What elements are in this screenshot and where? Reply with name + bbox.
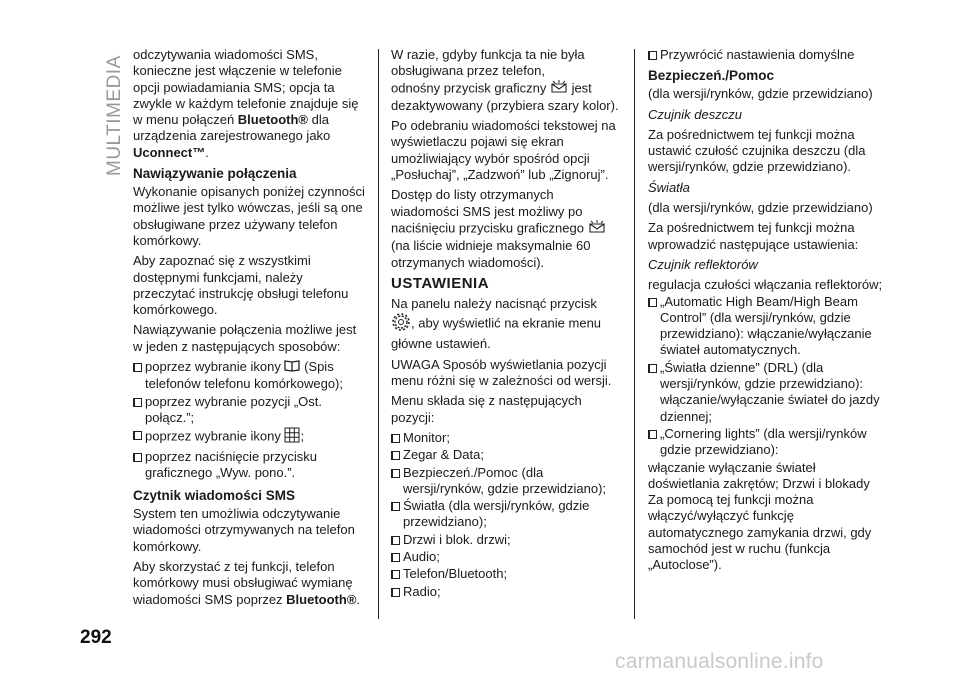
column-divider xyxy=(378,49,379,619)
paragraph: Nawiązywanie połączenia możliwe jest w jeden z następujących sposobów: xyxy=(133,322,357,354)
list-item: „Automatic High Beam/High Beam Control” (dla wersji/rynków, gdzie przewidziano): włączanie/wyłączanie świateł automatycznych. xyxy=(648,294,888,359)
settings-menu-list xyxy=(391,430,623,600)
paragraph: Aby zapoznać się z wszystkimi dostępnymi funkcjami, należy przeczytać instrukcję obsługi telefonu komórkowego. xyxy=(133,253,349,318)
subheading: Światła xyxy=(648,179,690,195)
paragraph: Po odebraniu wiadomości tekstowej na wyświetlaczu pojawi się ekran umożliwiający wybór spośród opcji „Posłuchaj”, „Zadzwoń” lub „Zignoruj”. xyxy=(391,118,616,183)
paragraph: Menu składa się z następujących pozycji: xyxy=(391,393,582,425)
column-1 xyxy=(133,47,365,612)
paragraph: System ten umożliwia odczytywanie wiadomości otrzymywanych na telefon komórkowy. xyxy=(133,506,355,554)
heading: Czytnik wiadomości SMS xyxy=(133,488,296,504)
column-3 xyxy=(648,47,888,578)
list-item: Drzwi i blok. drzwi; xyxy=(391,532,623,548)
paragraph: Aby skorzystać z tej funkcji, telefon komórkowy musi obsługiwać wymianę wiadomości SMS poprzez Bluetooth®. xyxy=(133,559,361,607)
paragraph: (dla wersji/rynków, gdzie przewidziano) xyxy=(648,200,873,216)
paragraph: Dostęp do listy otrzymanych wiadomości SMS jest możliwy po naciśnięciu przycisku graficznego (na liście widnieje maksymalnie 60 otrzymanych wiadomości). xyxy=(391,187,623,270)
list-item: Zegar & Data; xyxy=(391,447,623,463)
paragraph: włączanie wyłączanie świateł doświetlania zakrętów; Drzwi i blokady Za pomocą tej funkcji można włączyć/wyłączyć funkcję automatycznego zamykania drzwi, gdy samochód jest w ruchu (funkcja „Autoclose”). xyxy=(648,459,872,573)
gear-icon xyxy=(391,312,411,336)
phonebook-icon xyxy=(284,359,300,376)
list-item: poprzez wybranie ikony ; xyxy=(133,427,365,447)
message-icon xyxy=(550,80,568,98)
list-item: Przywrócić nastawienia domyślne xyxy=(648,47,888,63)
list-item: Światła (dla wersji/rynków, gdzie przewidziano); xyxy=(391,498,623,531)
paragraph: W razie, gdyby funkcja ta nie była obsługiwana przez telefon, xyxy=(391,47,585,79)
paragraph: Za pośrednictwem tej funkcji można ustawić czułość czujnika deszczu (dla wersji/rynków, gdzie przewidziano). xyxy=(648,126,866,175)
heading: Nawiązywanie połączenia xyxy=(133,166,297,182)
list-item: Telefon/Bluetooth; xyxy=(391,566,623,582)
paragraph: odczytywania wiadomości SMS, konieczne jest włączenie w telefonie opcji powiadamiania SMS; opcja ta zwykle w każdym telefonie znajduje się w menu połączeń Bluetooth® dla urządzenia zarejestrowanego jako Uconnect™. xyxy=(133,47,359,160)
watermark: carmanualsonline.info xyxy=(615,650,824,673)
paragraph: (dla wersji/rynków, gdzie przewidziano) xyxy=(648,86,873,102)
list-item: Radio; xyxy=(391,584,623,600)
list-item: poprzez naciśnięcie przycisku graficznego „Wyw. pono.”. xyxy=(133,449,365,482)
paragraph: Wykonanie opisanych poniżej czynności możliwe jest tylko wówczas, jeśli są one obsługiwane przez używany telefon komórkowy. xyxy=(133,184,365,248)
section-title-vertical: MULTIMEDIA xyxy=(104,55,125,176)
heading: Bezpieczeń./Pomoc xyxy=(648,68,775,84)
list-item: Audio; xyxy=(391,549,623,565)
list-item: „Światła dzienne” (DRL) (dla wersji/rynków, gdzie przewidziano): włączanie/wyłączanie świateł do jazdy dziennej; xyxy=(648,360,888,425)
list-item: poprzez wybranie pozycji „Ost. połącz.”; xyxy=(133,394,365,427)
subheading: Czujnik deszczu xyxy=(648,106,742,122)
page-number: 292 xyxy=(80,627,112,648)
list-item: Monitor; xyxy=(391,430,623,446)
list-item: Bezpieczeń./Pomoc (dla wersji/rynków, gdzie przewidziano); xyxy=(391,465,623,498)
keypad-icon xyxy=(284,427,300,447)
message-icon xyxy=(588,220,606,238)
paragraph: regulacja czułości włączania reflektorów; xyxy=(648,277,883,293)
list-item: „Cornering lights” (dla wersji/rynków gdzie przewidziano): xyxy=(648,426,888,459)
column-2 xyxy=(391,47,623,601)
paragraph: Na panelu należy nacisnąć przycisk , aby wyświetlić na ekranie menu główne ustawień. xyxy=(391,295,602,352)
heading: USTAWIENIA xyxy=(391,274,490,292)
paragraph: Za pośrednictwem tej funkcji można wprowadzić następujące ustawienia: xyxy=(648,220,859,252)
paragraph: odnośny przycisk graficzny jest dezaktywowany (przybiera szary kolor). xyxy=(391,80,619,113)
paragraph: UWAGA Sposób wyświetlania pozycji menu różni się w zależności od wersji. xyxy=(391,356,612,389)
list-item: poprzez wybranie ikony (Spis telefonów telefonu komórkowego); xyxy=(133,359,365,393)
column-divider xyxy=(634,49,635,619)
subheading: Czujnik reflektorów xyxy=(648,256,758,272)
